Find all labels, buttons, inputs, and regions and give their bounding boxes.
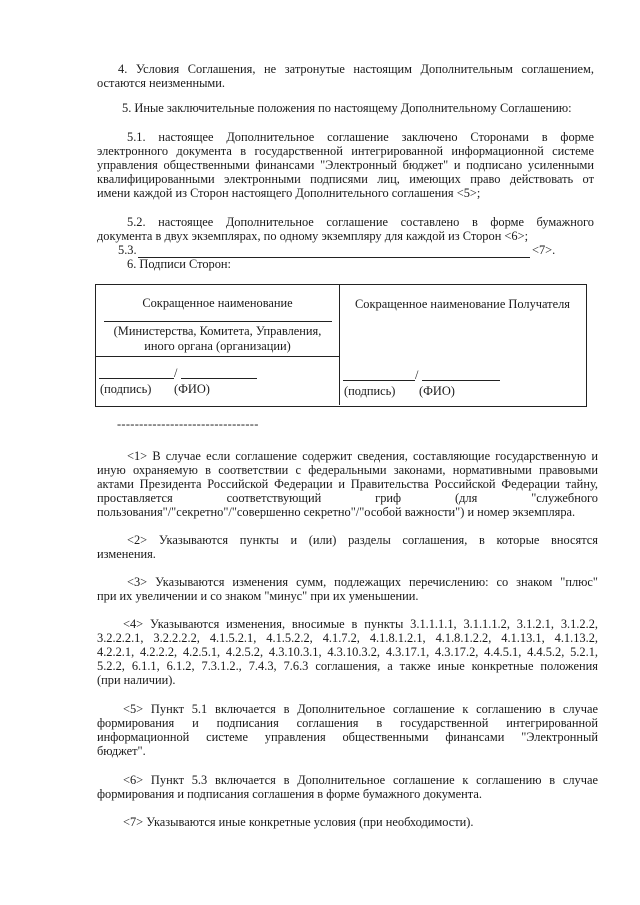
left-header: Сокращенное наименование — [142, 296, 293, 310]
footnote-3-line-1: <3> Указываются изменения сумм, подлежащих перечислению: со знаком "плюс" — [127, 575, 598, 589]
left-subheader-line-2: иного органа (организации) — [144, 339, 291, 353]
footnote-5-line-4: бюджет". — [97, 744, 146, 758]
footnote-1-line-1: <1> В случае если соглашение содержит сведения, составляющие государственную и — [127, 449, 598, 463]
section-5-title: 5. Иные заключительные положения по настоящему Дополнительному Соглашению: — [122, 101, 572, 115]
section-4-line-1: 4. Условия Соглашения, не затронутые настоящим Дополнительным соглашением, — [118, 62, 594, 76]
left-subheader-line-1: (Министерства, Комитета, Управления, — [113, 324, 322, 338]
footnotes-divider: -------------------------------- — [117, 417, 259, 431]
footnote-4-line-1: <4> Указываются изменения, вносимые в пункты 3.1.1.1.1, 3.1.1.1.2, 3.1.2.1, 3.1.2.2, — [123, 617, 598, 631]
right-header: Сокращенное наименование Получателя — [355, 297, 570, 311]
section-5-2-line-2: документа в двух экземплярах, по одному экземпляру для каждой из Сторон <6>; — [97, 229, 529, 243]
footnote-5-line-3: информационной системе управления общественными финансами "Электронный — [97, 730, 598, 744]
left-signature-line — [99, 378, 174, 379]
footnote-1-line-4 — [97, 491, 598, 505]
left-header-underline — [104, 321, 332, 322]
left-signature-caption: (подпись) — [100, 382, 152, 396]
footnote-4-line-5: (при наличии). — [97, 673, 176, 687]
right-signature-slash: / — [415, 368, 419, 382]
left-sign-row-line — [96, 356, 339, 357]
footnote-3-line-2: при их увеличении и со знаком "минус" при их уменьшении. — [97, 589, 419, 603]
left-fio-line — [181, 378, 257, 379]
section-5-2-line-1: 5.2. настоящее Дополнительное соглашение составлено в форме бумажного — [127, 215, 594, 229]
section-6-title: 6. Подписи Сторон: — [127, 257, 231, 271]
footnote-5-line-1: <5> Пункт 5.1 включается в Дополнительное соглашение к соглашению в случае — [123, 702, 598, 716]
left-signature-slash: / — [174, 366, 178, 380]
section-5-3-note: <7>. — [532, 243, 556, 257]
footnote-5-line-2: формирования и подписания соглашения в государственной интегрированной — [97, 716, 598, 730]
footnote-6-line-2: формирования и подписания соглашения в форме бумажного документа. — [97, 787, 482, 801]
footnote-1-line-5: пользования"/"секретно"/"совершенно секретно"/"особой важности") и номер экземпляра. — [97, 505, 576, 519]
right-fio-caption: (ФИО) — [419, 384, 455, 398]
section-5-1-line-2: электронного документа в государственной интегрированной информационной системе — [97, 144, 594, 158]
right-signature-caption: (подпись) — [344, 384, 396, 398]
right-signature-line — [343, 380, 415, 381]
footnote-4-line-3: 4.2.2.1, 4.2.2.2, 4.2.5.1, 4.2.5.2, 4.3.10.3.1, 4.3.10.3.2, 4.3.17.1, 4.3.17.2, 4.4.5.1, 4.4.5.2, 5.2.1, — [97, 645, 598, 659]
section-5-1-line-4: квалифицированными электронными подписями лиц, имеющих право действовать от — [97, 172, 594, 186]
footnote-4-line-4: 5.2.2, 6.1.1, 6.1.2, 7.3.1.2., 7.4.3, 7.6.3 соглашения, а также иные конкретные положения — [97, 659, 598, 673]
section-5-1-line-1: 5.1. настоящее Дополнительное соглашение заключено Сторонами в форме — [127, 130, 594, 144]
footnote-1-line-4-text: проставляется соответствующий гриф (для "служебного — [97, 491, 598, 505]
section-4-line-2: остаются неизменными. — [97, 76, 226, 90]
footnote-4-line-2: 3.2.2.2.1, 3.2.2.2.2, 4.1.5.2.1, 4.1.5.2.2, 4.1.7.2, 4.1.8.1.2.1, 4.1.8.1.2.2, 4.1.13.1, 4.1.13.2, — [97, 631, 598, 645]
footnote-7: <7> Указываются иные конкретные условия (при необходимости). — [123, 815, 474, 829]
right-fio-line — [422, 380, 500, 381]
section-5-3-label: 5.3. — [118, 243, 137, 257]
footnote-6-line-1: <6> Пункт 5.3 включается в Дополнительное соглашение к соглашению в случае — [123, 773, 598, 787]
footnote-2-line-2: изменения. — [97, 547, 156, 561]
footnote-1-line-3: актами Президента Российской Федерации и Правительства Российской Федерации тайну, — [97, 477, 598, 491]
left-fio-caption: (ФИО) — [174, 382, 210, 396]
section-5-1-line-5: имени каждой из Сторон настоящего Дополнительного соглашения <5>; — [97, 186, 481, 200]
footnote-2-line-1: <2> Указываются пункты и (или) разделы соглашения, в которые вносятся — [127, 533, 598, 547]
footnote-1-line-2: иную охраняемую в соответствии с федеральными законами, нормативными правовыми — [97, 463, 598, 477]
section-5-1-line-3: управления общественными финансами "Электронный бюджет" и подписано усиленными — [97, 158, 594, 172]
